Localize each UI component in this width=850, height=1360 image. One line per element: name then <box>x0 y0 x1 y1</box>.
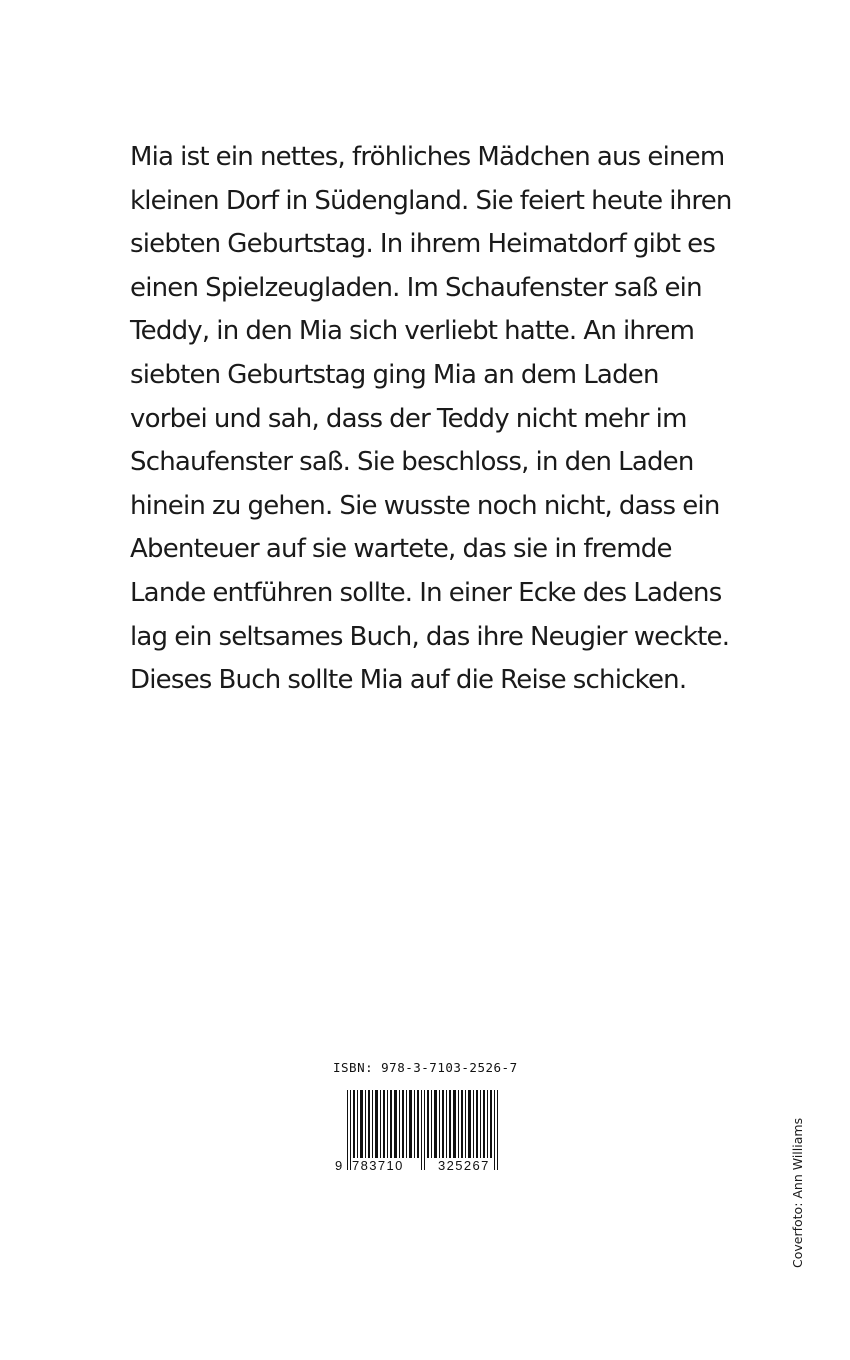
barcode-bar <box>417 1090 419 1158</box>
blurb-line: vorbei und sah, dass der Teddy nicht mehr im <box>130 403 687 434</box>
barcode-bar <box>449 1090 451 1158</box>
barcode-bar <box>473 1090 474 1158</box>
barcode-bar <box>347 1090 348 1170</box>
blurb-line: Lande entführen sollte. In einer Ecke des Ladens <box>130 577 722 608</box>
barcode-bar <box>490 1090 492 1158</box>
barcode-bar <box>487 1090 488 1158</box>
isbn-label: ISBN: 978-3-7103-2526-7 <box>333 1060 518 1075</box>
barcode-bar <box>406 1090 407 1158</box>
photo-credit-text: Coverfoto: Ann Williams <box>790 1117 805 1268</box>
barcode-bar <box>461 1090 463 1158</box>
barcode-bar <box>409 1090 412 1158</box>
barcode-bar <box>439 1090 440 1158</box>
barcode-lead-digit: 9 <box>335 1158 343 1173</box>
barcode-bar <box>434 1090 437 1158</box>
isbn-block <box>333 1060 533 1180</box>
barcode-bar <box>372 1090 373 1158</box>
barcode-bar <box>421 1090 422 1170</box>
barcode-bar <box>414 1090 415 1158</box>
barcode-bar <box>442 1090 444 1158</box>
barcode-bar <box>350 1090 351 1170</box>
blurb-line: Schaufenster saß. Sie beschloss, in den Laden <box>130 447 694 478</box>
barcode-bar <box>402 1090 404 1158</box>
barcode-bar <box>357 1090 358 1158</box>
barcode-bar <box>399 1090 400 1158</box>
barcode-bar <box>497 1090 498 1170</box>
barcode-bar <box>476 1090 478 1158</box>
barcode-bar <box>446 1090 447 1158</box>
blurb-line: siebten Geburtstag ging Mia an dem Laden <box>130 359 659 390</box>
barcode-bar <box>468 1090 471 1158</box>
photo-credit <box>788 1112 812 1268</box>
barcode-bar <box>394 1090 397 1158</box>
blurb-line: Dieses Buch sollte Mia auf die Reise schicken. <box>130 665 687 696</box>
barcode-bar <box>368 1090 370 1158</box>
barcode-bar <box>453 1090 456 1158</box>
barcode-bar <box>353 1090 355 1158</box>
barcode-icon <box>333 1088 513 1174</box>
barcode-bar <box>465 1090 466 1158</box>
blurb-line: Abenteuer auf sie wartete, das sie in fremde <box>130 534 672 565</box>
barcode-bar <box>387 1090 388 1158</box>
blurb-line: Teddy, in den Mia sich verliebt hatte. An ihrem <box>130 316 695 347</box>
blurb-line: siebten Geburtstag. In ihrem Heimatdorf gibt es <box>130 229 716 260</box>
barcode-left-digits: 783710 <box>352 1158 404 1173</box>
barcode-bar <box>365 1090 366 1158</box>
barcode-bar <box>494 1090 495 1170</box>
blurb-line: kleinen Dorf in Südengland. Sie feiert heute ihren <box>130 185 732 216</box>
barcode-bar <box>431 1090 432 1158</box>
barcode-right-digits: 325267 <box>438 1158 490 1173</box>
barcode-bar <box>383 1090 385 1158</box>
barcode-bar <box>480 1090 481 1158</box>
blurb-line: hinein zu gehen. Sie wusste noch nicht, dass ein <box>130 490 720 521</box>
back-cover-blurb <box>130 136 730 703</box>
barcode-bar <box>424 1090 425 1170</box>
barcode-bar <box>427 1090 429 1158</box>
barcode-bar <box>390 1090 392 1158</box>
blurb-line: Mia ist ein nettes, fröhliches Mädchen aus einem <box>130 142 725 172</box>
barcode-bar <box>375 1090 378 1158</box>
blurb-line: einen Spielzeugladen. Im Schaufenster saß ein <box>130 272 702 303</box>
barcode-bar <box>483 1090 485 1158</box>
barcode-bar <box>380 1090 381 1158</box>
barcode-bar <box>458 1090 459 1158</box>
blurb-line: lag ein seltsames Buch, das ihre Neugier weckte. <box>130 621 730 652</box>
barcode-bar <box>360 1090 363 1158</box>
